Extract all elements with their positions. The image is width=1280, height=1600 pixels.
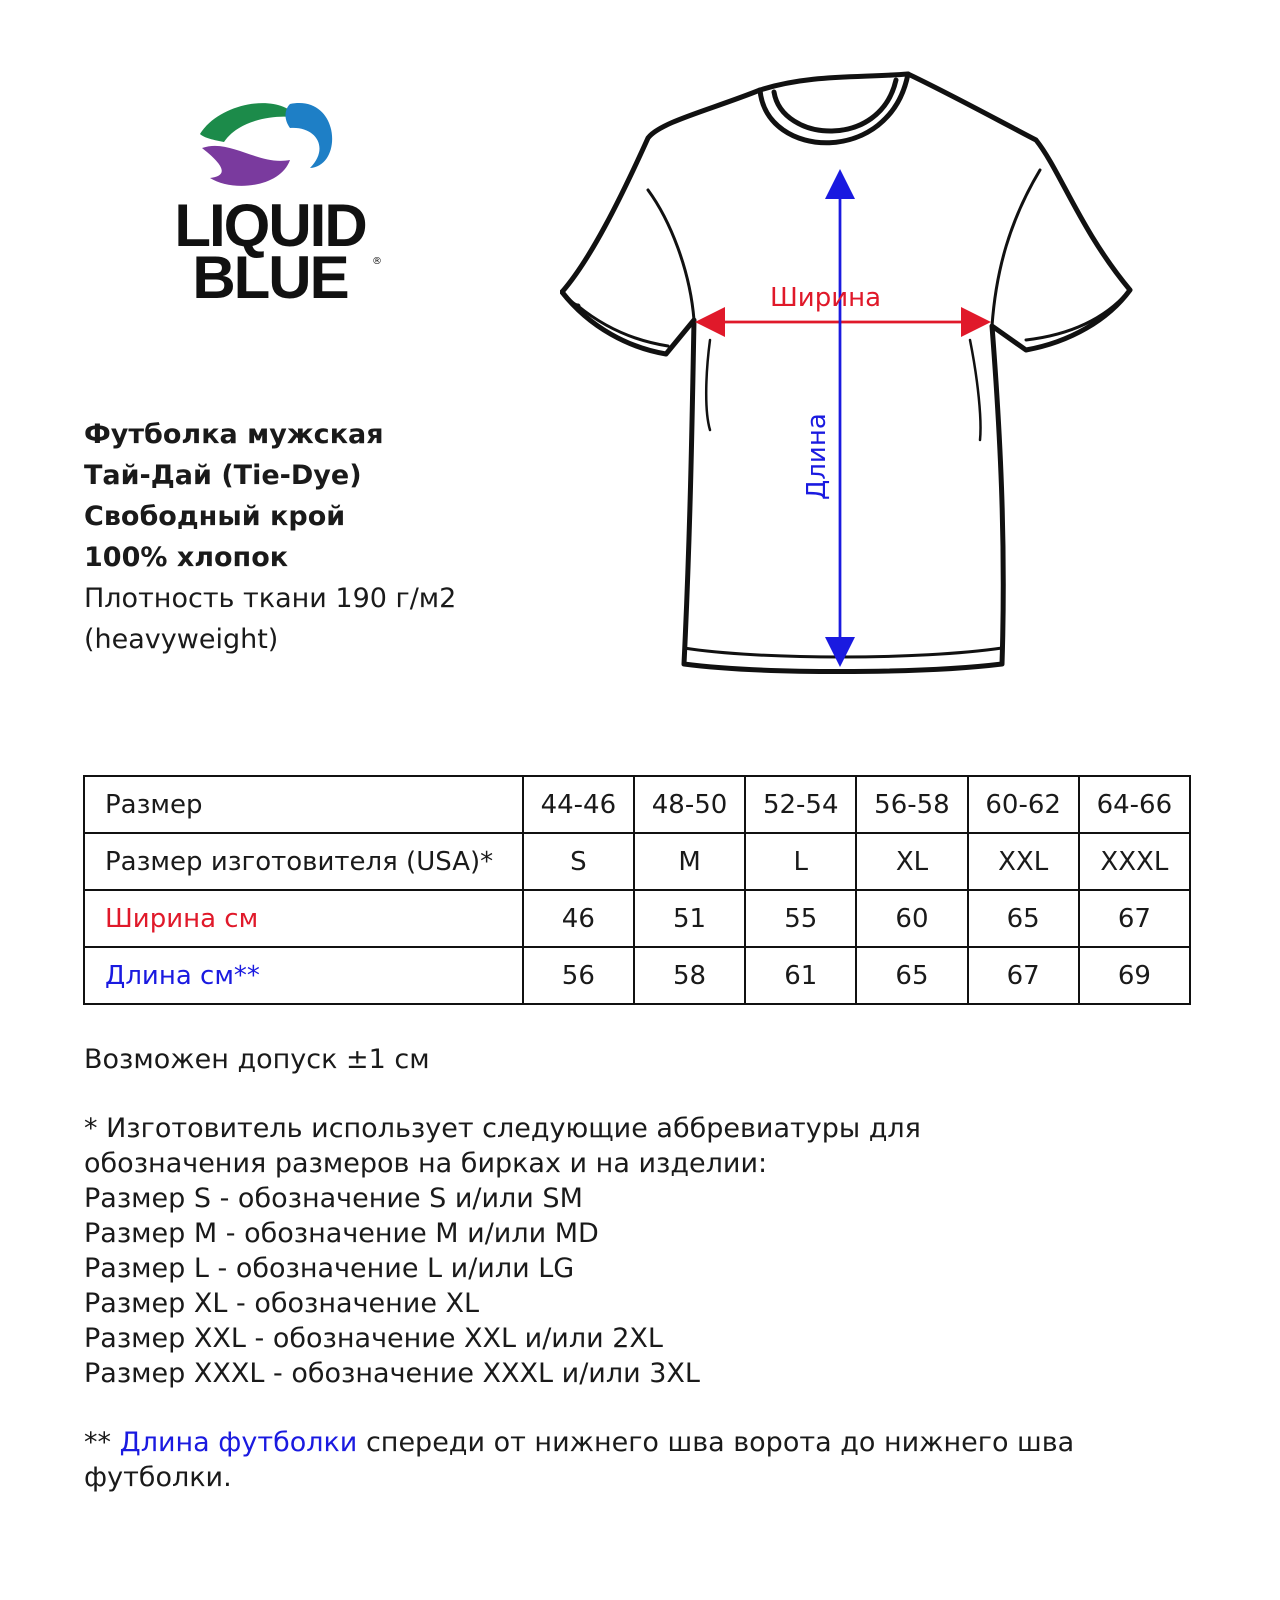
- table-cell: XXXL: [1079, 833, 1190, 890]
- product-fit: Свободный крой: [84, 501, 346, 532]
- table-cell: 58: [634, 947, 745, 1004]
- table-row-maker-size: [84, 833, 1190, 890]
- table-cell: XXL: [968, 833, 1079, 890]
- tolerance-note: Возможен допуск ±1 см: [84, 1044, 430, 1075]
- notes-section: [84, 1042, 1204, 1495]
- size-code-line: Размер M - обозначение M и/или MD: [84, 1218, 599, 1249]
- table-cell: S: [523, 833, 634, 890]
- footnote-intro-line2: обозначения размеров на бирках и на изделии:: [84, 1148, 768, 1179]
- size-code-line: Размер S - обозначение S и/или SM: [84, 1183, 583, 1214]
- length-note: [84, 1425, 1204, 1460]
- product-material: 100% хлопок: [84, 542, 289, 573]
- width-label: Ширина: [770, 283, 882, 313]
- table-row-width: [84, 890, 1190, 947]
- product-description: [84, 414, 544, 660]
- table-row-length: [84, 947, 1190, 1004]
- table-cell: 46: [523, 890, 634, 947]
- table-row-size: [84, 776, 1190, 833]
- size-code-line: Размер L - обозначение L и/или LG: [84, 1253, 575, 1284]
- table-cell: 48-50: [634, 776, 745, 833]
- size-code-line: Размер XXXL - обозначение XXXL и/или 3XL: [84, 1358, 700, 1389]
- length-note-prefix: **: [84, 1427, 120, 1458]
- table-cell: 52-54: [745, 776, 856, 833]
- table-cell: 69: [1079, 947, 1190, 1004]
- size-code-line: Размер XXL - обозначение XXL и/или 2XL: [84, 1323, 663, 1354]
- length-note-line2: футболки.: [84, 1462, 232, 1493]
- table-cell: XL: [856, 833, 967, 890]
- table-cell: 67: [968, 947, 1079, 1004]
- brand-logo: [140, 96, 400, 316]
- table-cell: 60: [856, 890, 967, 947]
- brand-name-line1: LIQUID: [174, 192, 366, 259]
- product-title: Футболка мужская: [84, 419, 384, 450]
- table-cell: 65: [856, 947, 967, 1004]
- table-cell: 44-46: [523, 776, 634, 833]
- row-label-length: Длина см**: [84, 947, 523, 1004]
- table-cell: 65: [968, 890, 1079, 947]
- table-cell: 55: [745, 890, 856, 947]
- size-table: [83, 775, 1191, 1005]
- table-cell: 56-58: [856, 776, 967, 833]
- table-cell: 67: [1079, 890, 1190, 947]
- tshirt-diagram: [560, 70, 1160, 690]
- logo-swirl-icon: [140, 96, 400, 196]
- footnote-intro-line1: * Изготовитель использует следующие аббревиатуры для: [84, 1113, 921, 1144]
- table-cell: 51: [634, 890, 745, 947]
- length-note-rest: спереди от нижнего шва ворота до нижнего шва: [357, 1427, 1075, 1458]
- table-cell: 56: [523, 947, 634, 1004]
- registered-mark: ®: [372, 256, 382, 267]
- product-style: Тай-Дай (Tie-Dye): [84, 460, 362, 491]
- row-label-maker-size: Размер изготовителя (USA)*: [84, 833, 523, 890]
- table-cell: 60-62: [968, 776, 1079, 833]
- table-cell: 61: [745, 947, 856, 1004]
- table-cell: M: [634, 833, 745, 890]
- length-note-highlight: Длина футболки: [119, 1427, 358, 1458]
- brand-name-line2: BLUE: [192, 244, 348, 311]
- row-label-size: Размер: [84, 776, 523, 833]
- product-density: Плотность ткани 190 г/м2: [84, 583, 457, 614]
- table-cell: 64-66: [1079, 776, 1190, 833]
- tshirt-outline-icon: [560, 70, 1160, 690]
- product-weight-class: (heavyweight): [84, 624, 279, 655]
- length-label: Длина: [802, 413, 832, 500]
- size-code-line: Размер XL - обозначение XL: [84, 1288, 480, 1319]
- table-cell: L: [745, 833, 856, 890]
- row-label-width: Ширина см: [84, 890, 523, 947]
